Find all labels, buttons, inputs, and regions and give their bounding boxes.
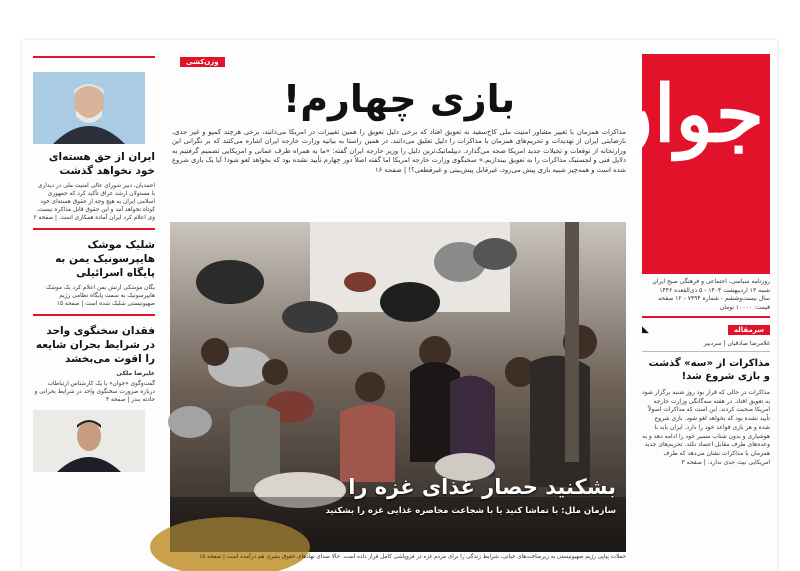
story-2-title: شلیک موشک هایپرسونیک یمن به پایگاه اسرائیلی: [55, 239, 155, 279]
lead-paragraph: مذاکرات همزمان با تغییر مشاور امنیت ملی کاخ‌سفید به تعویق افتاد که برخی دلیل تعویق را همین تغییرات در امریکا می‌دانند، برخی هرچند کمپو و غیر جدی، نارضایتی ایران از تهدیدات و تحریم‌های همزمان با مذاکرات را دلیل تعلیق می‌دانند. در همین راستا به بیانیه وزارت خارجه ایران اشاره می‌کنند که بر نگرانی این وزارتخانه از توقعات و تخیلات جدید امریکا صحه می‌گذارد. دیپلماتیک‌ترین دلیل را وزیر خارجه ایران گفته: «ما به همراه طرف عمانی و امریکایی تصمیم گرفتیم به دلایل فنی و لجستیک مذاکرات را به تعویق بیندازیم.» سخنگوی وزارت خارجه امریکا اما گفته اصلاً دور چهارم تأیید نشده بود که بخواهد لغو شود! آیا یک بازی شروع شده است و همه‌چیز شبیه بازی پیش می‌رود، غیرقابل پیش‌بینی و غیرقطعی؟! | صفحه ۱۶: [172, 128, 626, 174]
divider: [642, 316, 770, 318]
masthead-info: [642, 278, 770, 312]
story-1-title: ایران از حق هسته‌ای خود نخواهد گذشت: [48, 151, 155, 177]
divider: [33, 228, 155, 230]
masthead-info-line: روزنامه سیاسی، اجتماعی و فرهنگی صبح ایران: [652, 278, 770, 285]
gaza-food-crowd-image: [170, 222, 626, 552]
newspaper-front-page: [22, 40, 777, 571]
story-3-title: فقدان سخنگوی واحد در شرایط بحران شایعه را اقوت می‌بخشد: [35, 325, 155, 365]
editorial-column: [642, 325, 770, 467]
divider: [33, 314, 155, 316]
portrait-image: [33, 72, 145, 144]
main-headline: بازی چهارم!: [282, 77, 516, 121]
masthead-info-line: قیمت: ۱۰۰۰۰ تومان: [719, 303, 770, 311]
editorial-title: مذاکرات از «سه» گذشت و بازی شروع شد!: [648, 358, 770, 382]
section-tag: سرمقاله: [728, 325, 770, 335]
photo-caption: حملات پیاپی رژیم صهیونیستی به زیرساخت‌های حیاتی، شرایط زندگی را برای مردم غزه در فروپاشی کامل قرار داده است. حالا صدای نهادهای حقوق بشری هم درآمده است | صفحه ۱۵: [199, 554, 626, 560]
masthead-logo-block: [596, 54, 770, 274]
left-column: [33, 56, 155, 472]
main-photo: [170, 222, 626, 552]
expert-portrait: [33, 410, 145, 472]
editorial-text: مذاکرات در حالی که قرار بود روز شنبه برگزار شود به تعویق افتاد. در هفته سه‌گانگی وزارت خارجه امریکا صحبت کردند. این است که مذاکرات اصولاً تأیید نشده بود که بخواهد لغو شود. بازی شروع شده و هر بازی قواعد خود را دارد. ایران باید با هوشیاری و بدون شتاب مسیر خود را ادامه دهد و به وعده‌های طرف مقابل اعتماد نکند. تحریم‌های جدید همزمان با مذاکرات نشان می‌دهد که طرف امریکایی نیت جدی ندارد. | صفحه ۳: [642, 389, 770, 466]
story-1-text: احمدیان، دبیر شورای عالی امنیت ملی در دیداری با مسئولان ارشد عراق تأکید کرد که جمهوری اسلامی ایران به هیچ وجه از حقوق هسته‌ای خود کوتاه نخواهد آمد و این حقوق قابل مذاکره نیست. وی اعلام کرد ایران آماده همکاری است. | صفحه ۲: [33, 183, 155, 221]
expert-image: [33, 410, 145, 472]
story-3-text: گفت‌وگوی «جوان» با یک کارشناس ارتباطات درباره ضرورت سخنگوی واحد در شرایط بحرانی و حادثه بندر | صفحه ۴: [34, 381, 155, 403]
photo-headline: بشکنید حصار غذای غزه را: [348, 475, 616, 499]
masthead-info-line: سال بیست‌وششم - شماره ۷۴۹۴ - ۱۲ صفحه: [658, 295, 770, 302]
divider: [33, 56, 155, 58]
masthead-info-line: شنبه ۱۳ اردیبهشت ۱۴۰۴ - ۵ ذی‌القعده ۱۴۴۶: [659, 286, 770, 294]
masthead-logo: جوان: [596, 69, 764, 160]
official-portrait: [33, 72, 145, 144]
photo-subline: سازمان ملل: با تماشا کنید یا با شجاعت محاصره غذایی غزه را بشکنید: [325, 506, 616, 516]
arrow-icon: ◣: [642, 325, 649, 335]
editorial-author: غلامرضا صادقیان | سردبیر: [703, 340, 770, 347]
story-3-author: علیرضا ملکی: [116, 370, 155, 377]
story-2-text: یگان موشکی ارتش یمن اعلام کرد یک موشک هایپرسونیک به سمت پایگاه نظامی رژیم صهیونیستی شلیک شده است | صفحه ۱۵: [45, 285, 155, 307]
top-section-tag: وزن‌کشی: [180, 57, 225, 67]
divider: [642, 351, 770, 352]
